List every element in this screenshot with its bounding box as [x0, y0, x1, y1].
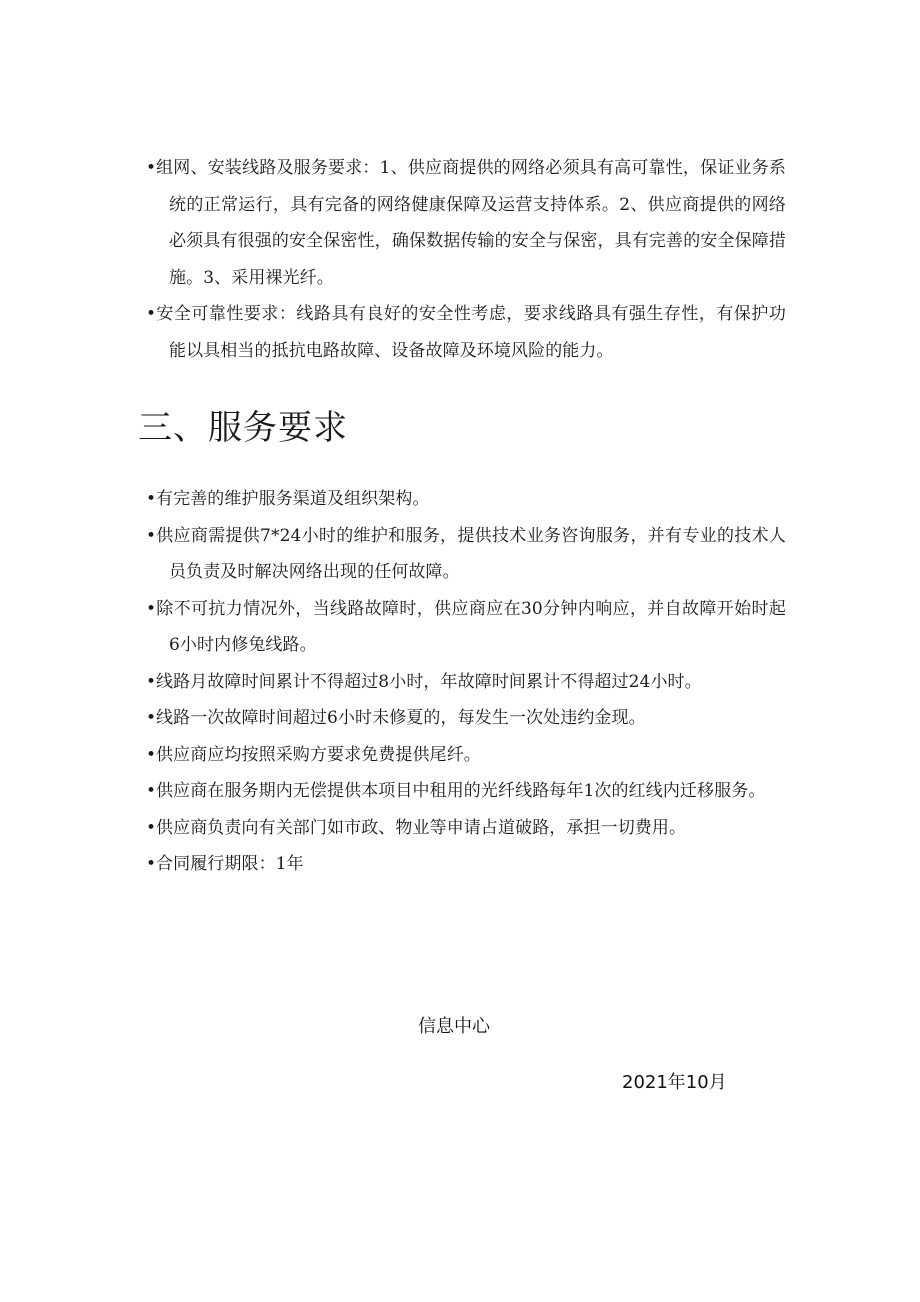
bullet-icon: • [146, 525, 157, 546]
bullet-icon: • [146, 158, 157, 178]
list-item [136, 773, 786, 810]
list-item [136, 846, 786, 883]
list-item-text: 组网、安装线路及服务要求：1、供应商提供的网络必须具有高可靠性，保证业务系统的正常运行，具有完备的网络健康保障及运营支持体系。2、供应商提供的网络必须具有很强的安全保密性，确保数据传输的安全与保密，具有完善的安全保障措施。3、采用裸光纤。 [156, 158, 786, 288]
bullet-icon: • [146, 781, 157, 801]
list-item [136, 518, 786, 591]
requirements-list [136, 150, 786, 369]
list-item [136, 664, 786, 701]
list-item [136, 150, 786, 296]
list-item [136, 810, 786, 847]
bullet-icon: • [146, 304, 157, 324]
list-item-text: 线路月故障时间累计不得超过8小时，年故障时间累计不得超过24小时。 [156, 671, 702, 692]
bullet-icon: • [146, 489, 157, 509]
bullet-icon: • [146, 598, 157, 619]
list-item-text: 供应商需提供7*24小时的维护和服务，提供技术业务咨询服务，并有专业的技术人员负责及时解决网络出现的任何故障。 [156, 525, 786, 582]
list-item-text: 供应商应均按照采购方要求免费提供尾纤。 [156, 744, 481, 765]
list-item-text: 供应商负责向有关部门如市政、物业等申请占道破路，承担一切费用。 [156, 817, 687, 838]
list-item-text: 安全可靠性要求：线路具有良好的安全性考虑，要求线路具有强生存性，有保护功能以具相当的抵抗电路故障、设备故障及环境风险的能力。 [156, 304, 786, 361]
list-item [136, 296, 786, 369]
bullet-icon: • [146, 671, 157, 692]
list-item-text: 线路一次故障时间超过6小时未修夏的，每发生一次处违约金现。 [156, 708, 646, 728]
section-heading: 三、服务要求 [138, 408, 348, 448]
bullet-icon: • [146, 854, 157, 874]
list-item [136, 700, 786, 737]
list-item [136, 591, 786, 664]
bullet-icon: • [146, 744, 157, 765]
list-item-text: 合同履行期限：1年 [156, 854, 304, 874]
bullet-icon: • [146, 817, 157, 838]
list-item [136, 737, 786, 774]
list-item-text: 除不可抗力情况外，当线路故障时，供应商应在30分钟内响应，并自故障开始时起6小时内修兔线路。 [156, 598, 786, 655]
list-item-text: 供应商在服务期内无偿提供本项目中租用的光纤线路每年1次的红线内迁移服务。 [156, 781, 766, 801]
signature-date: 2021年10月 [622, 1072, 727, 1093]
service-requirements-list [136, 481, 786, 883]
signature-organization: 信息中心 [418, 1016, 490, 1037]
bullet-icon: • [146, 708, 157, 728]
list-item-text: 有完善的维护服务渠道及组织架构。 [156, 489, 430, 509]
list-item [136, 481, 786, 518]
